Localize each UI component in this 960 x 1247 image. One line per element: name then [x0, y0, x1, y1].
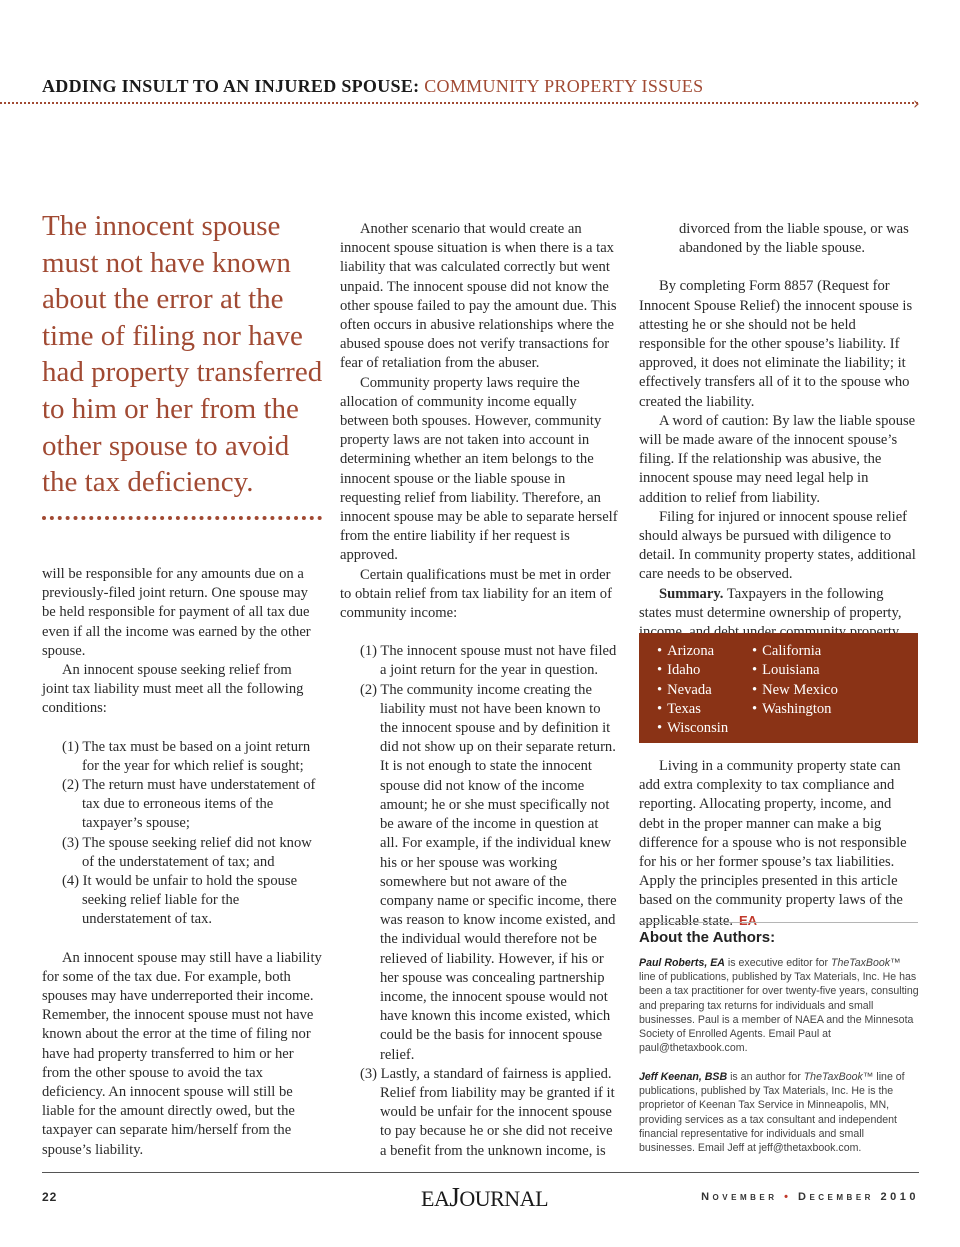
logo-j: J: [449, 1182, 460, 1212]
ea-end-mark: EA: [739, 912, 758, 928]
paragraph: will be responsible for any amounts due on a previously-filed joint return. One spouse may be held responsible for payment of all tax due even if all the income was earned by the other spouse.: [42, 566, 311, 659]
state-item: • New Mexico: [752, 681, 838, 700]
list-item: (3) The spouse seeking relief did not know of the understatement of tax; and: [62, 834, 312, 870]
bio-text: line of publications, published by Tax Materials, Inc. He is the proprietor of Keenan Tax Service in Minneapolis, MN, providing services as a tax consultant and independent financial representative for individuals and small businesses. Email Jeff at jeff@thetaxbook.com.: [639, 1071, 905, 1155]
article-header: [42, 76, 942, 97]
list-item: (3) Lastly, a standard of fairness is applied. Relief from liability may be granted if it would be unfair for the innocent spouse to pay because he or she did not receive a benefit from the unknown income, is: [360, 1065, 615, 1159]
authors-heading: About the Authors:: [639, 929, 776, 946]
paragraph: Filing for injured or innocent spouse relief should always be pursued with diligence to detail. In community property states, additional care needs to be observed.: [639, 508, 916, 583]
logo-rest: OURNAL: [459, 1186, 549, 1211]
list-item: (4) It would be unfair to hold the spouse seeking relief liable for the understatement of tax.: [62, 873, 298, 928]
paragraph: Another scenario that would create an innocent spouse situation is when there is a tax liability that was calculated correctly but went unpaid. The innocent spouse did not know the other spouse failed to pay the amount due. This often occurs in abusive relationships where the abused spouse does not verify transactions for fear of retaliation from the abuser.: [340, 221, 617, 372]
header-title-bold: ADDING INSULT TO AN INJURED SPOUSE:: [42, 76, 420, 96]
ea-journal-logo: [421, 1182, 548, 1213]
author-bio-roberts: [639, 956, 919, 1055]
closing-paragraph-block: [639, 757, 918, 931]
paragraph: [639, 757, 918, 931]
state-item: • Idaho: [657, 661, 728, 680]
list-item: (2) The return must have understatement of tax due to erroneous items of the taxpayer’s spouse;: [62, 777, 316, 832]
footer-rule: [42, 1172, 919, 1173]
state-item: • Wisconsin: [657, 719, 728, 738]
issue-month-1: November: [701, 1191, 778, 1203]
paragraph: By completing Form 8857 (Request for Innocent Spouse Relief) the innocent spouse is attesting he or she should not be held responsible for the other spouse’s liability. If approved, it does not eliminate the liability; it effectively transfers all of it to the spouse who created the liability.: [639, 278, 913, 410]
publication-name: TheTaxBook™: [803, 1071, 874, 1083]
summary-text: Taxpayers in the following states must determine ownership of property,: [639, 585, 902, 621]
list-item: (1) The innocent spouse must not have filed a joint return for the year in question.: [360, 643, 617, 679]
state-item: • Louisiana: [752, 661, 838, 680]
pull-quote-dotted-rule: [42, 516, 322, 520]
author-name: Jeff Keenan, BSB: [639, 1071, 728, 1083]
state-item: • Arizona: [657, 642, 728, 661]
list-item: (1) The tax must be based on a joint return for the year for which relief is sought;: [62, 738, 311, 774]
qualifications-list: [340, 642, 620, 1160]
states-list-left: [657, 642, 728, 738]
issue-month-2: December: [798, 1191, 874, 1203]
column-3: [639, 220, 918, 661]
author-name: Paul Roberts, EA: [639, 957, 725, 969]
issue-separator: •: [784, 1191, 792, 1203]
state-item: • Washington: [752, 700, 838, 719]
logo-ea: EA: [421, 1186, 450, 1211]
page-number: 22: [42, 1190, 58, 1204]
column-2: [340, 220, 620, 1161]
issue-year: 2010: [880, 1191, 919, 1203]
publication-name: TheTaxBook™: [830, 957, 901, 969]
bio-text: is an author for: [730, 1071, 801, 1083]
summary-label: Summary.: [659, 585, 724, 602]
paragraph: An innocent spouse seeking relief from joint tax liability must meet all the following conditions:: [42, 662, 304, 717]
paragraph: An innocent spouse may still have a liability for some of the tax due. For example, both spouses may have underreported their income. Remember, the innocent spouse must not have known about the error at the time of filing nor have had property transferred to him or her from the other spouse to avoid the tax deficiency. An innocent spouse will still be liable for the amount directly owed, but the taxpayer can separate him/herself from the spouse’s liability.: [42, 949, 322, 1158]
conditions-list: [42, 738, 322, 930]
states-list-right: [752, 642, 838, 719]
pull-quote: The innocent spouse must not have known about the error at the time of filing nor have had property transferred to him or her from the other spouse to avoid the tax deficiency.: [42, 210, 323, 499]
paragraph: A word of caution: By law the liable spouse will be made aware of the innocent spouse’s filing. If the relationship was abusive, the innocent spouse may need legal help in addition to relief from liability.: [639, 412, 916, 506]
authors-divider: [639, 922, 918, 923]
bio-text: is executive editor for: [727, 957, 829, 969]
column-1: [42, 565, 322, 1160]
list-item: (2) The community income creating the liability must not have been known to the innocent spouse and by definition it did not show up on their separate return. It is not enough to state the innocent spouse did not know of the income amount; he or she must specifically not be aware of the income in question at all. For example, if the individual knew his or her spouse was working somewhere but not aware of the company name or specific income, there was reason to know income existed, and the individual would therefore not be relieved of liability. However, if his or her spouse was concealing partnership income, the innocent spouse would not have known this income existed, which could be the basis for innocent spouse relief.: [360, 681, 617, 1063]
author-bio-keenan: [639, 1070, 919, 1155]
paragraph: Certain qualifications must be met in order to obtain relief from tax liability for an item of community income:: [340, 566, 612, 622]
bio-text: line of publications, published by Tax Materials, Inc. He has been a tax practitioner for over twenty-five years, consulting and preparing tax returns for individuals and small businesses. Paul is a member of NAEA and the Minnesota Society of Enrolled Agents. Email Paul at paul@thetaxbook.com.: [639, 971, 919, 1055]
state-item: • Nevada: [657, 681, 728, 700]
state-item: • California: [752, 642, 838, 661]
issue-date: [676, 1191, 919, 1203]
header-title-subtitle: COMMUNITY PROPERTY ISSUES: [424, 76, 704, 96]
closing-text: Living in a community property state can add extra complexity to tax compliance and reporting. Allocating property, income, and debt in the proper manner can make a big difference for a spouse who is not responsible for his or her former spouse’s tax liabilities. Apply the principles presented in this article based on the community property laws of the applicable state.: [639, 758, 907, 929]
chevron-right-icon: ›: [913, 94, 920, 114]
header-dotted-rule: [0, 102, 918, 104]
community-property-states-box: [639, 633, 918, 743]
list-item-continuation: divorced from the liable spouse, or was abandoned by the liable spouse.: [679, 221, 909, 257]
paragraph: Community property laws require the allocation of community income equally between both spouses. However, community property laws are not taken into account in determining whether an item belongs to the innocent spouse or the liable spouse in requesting relief from liability. Therefore, an innocent spouse may be able to separate herself from the entire liability if her request is approved.: [340, 374, 618, 564]
state-item: • Texas: [657, 700, 728, 719]
